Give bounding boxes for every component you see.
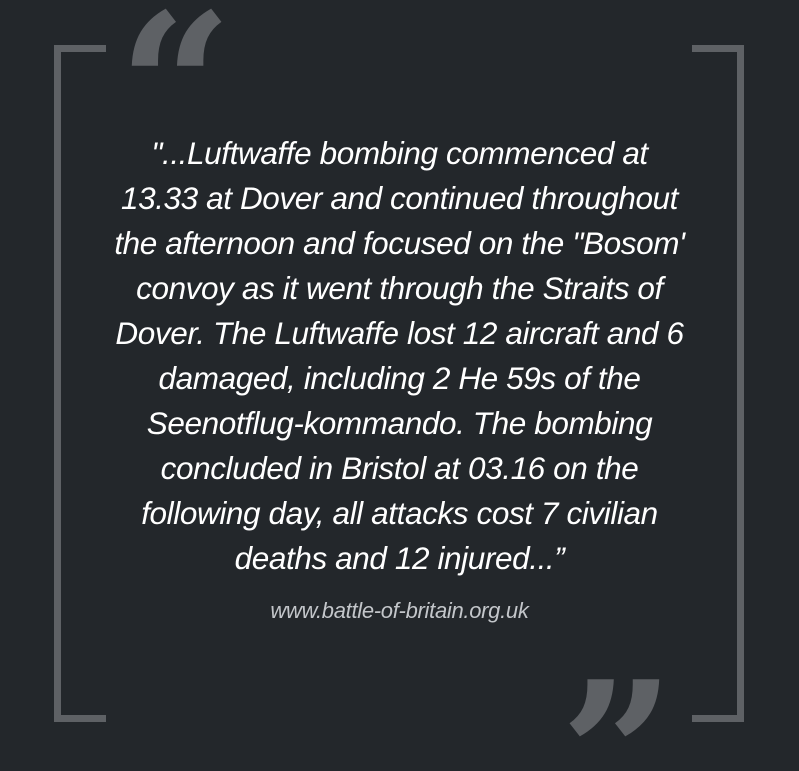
quote-line: Dover. The Luftwaffe lost 12 aircraft and 6 [115, 315, 684, 351]
quote-line: deaths and 12 injured...” [234, 540, 565, 576]
close-quote-icon: ” [560, 638, 658, 771]
quote-line: 13.33 at Dover and continued throughout [120, 180, 679, 216]
quote-text [70, 131, 729, 581]
quote-line: convoy as it went through the Straits of [136, 270, 663, 306]
quote-line: following day, all attacks cost 7 civilian [141, 495, 658, 531]
quote-line: damaged, including 2 He 59s of the [158, 360, 641, 396]
open-quote-icon: “ [118, 0, 216, 205]
quote-line: Seenotflug-kommando. The bombing [146, 405, 653, 441]
quote-line: the afternoon and focused on the "Bosom' [114, 225, 685, 261]
quote-line: "...Luftwaffe bombing commenced at [151, 135, 648, 171]
source-url: www.battle-of-britain.org.uk [270, 598, 529, 623]
quote-line: concluded in Bristol at 03.16 on the [160, 450, 639, 486]
